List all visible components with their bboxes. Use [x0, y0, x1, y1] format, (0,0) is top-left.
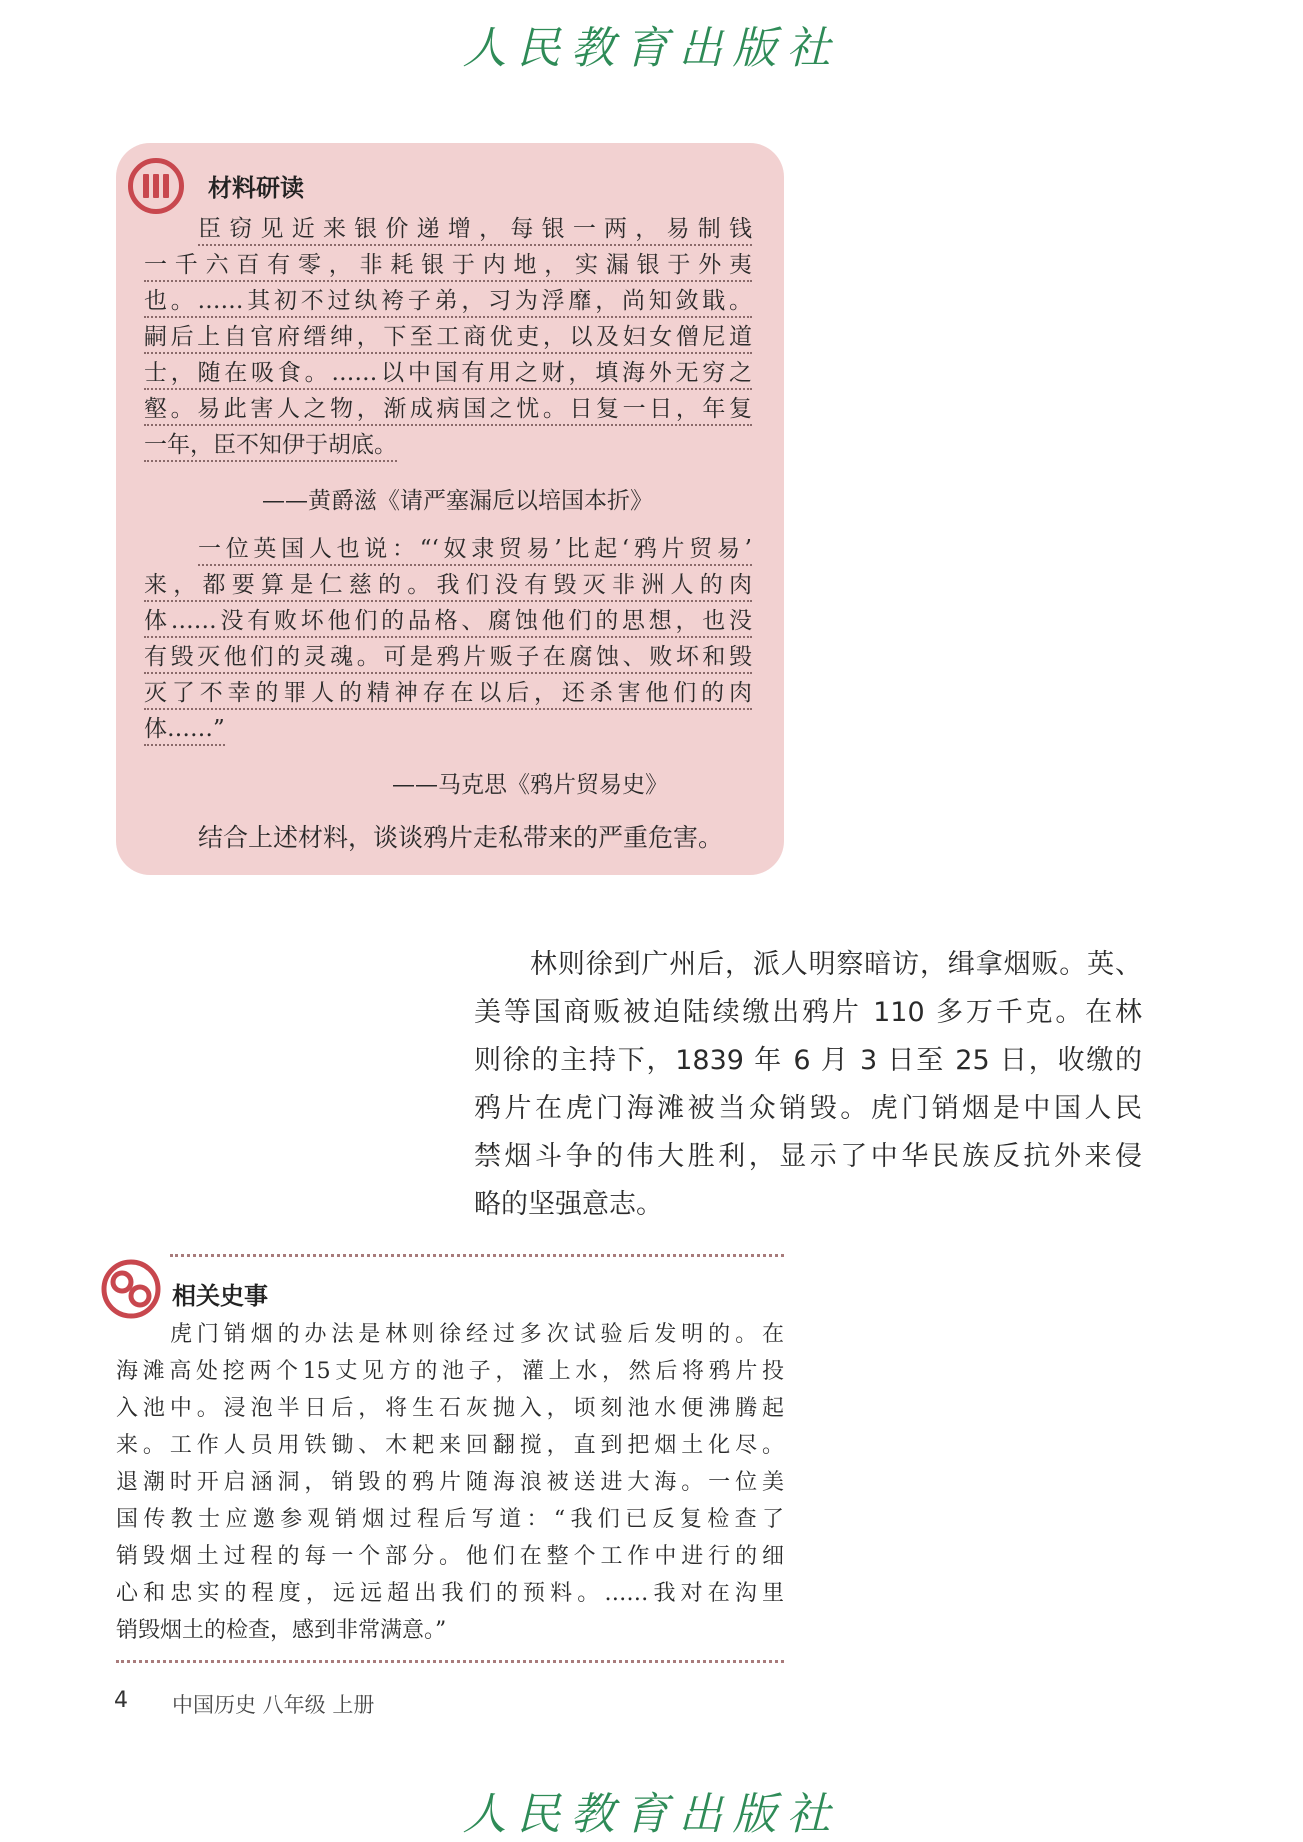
- related-history-title: 相关史事: [172, 1282, 268, 1310]
- related-line: 入池中。浸泡半日后，将生石灰抛入，顷刻池水便沸腾起: [116, 1396, 784, 1421]
- material-line: 体……”: [144, 714, 225, 746]
- related-line: 虎门销烟的办法是林则徐经过多次试验后发明的。在: [170, 1322, 784, 1347]
- material-source-marx: ——马克思《鸦片贸易史》: [392, 772, 668, 798]
- page-number: 4: [114, 1688, 128, 1713]
- body-line: 林则徐到广州后，派人明察暗访，缉拿烟贩。英、: [530, 949, 1142, 980]
- material-line: 一年，臣不知伊于胡底。: [144, 430, 397, 462]
- body-line: 略的坚强意志。: [474, 1189, 663, 1220]
- related-line: 国传教士应邀参观销烟过程后写道：“我们已反复检查了: [116, 1507, 784, 1532]
- material-source-huang: ——黄爵滋《请严塞漏卮以培国本折》: [262, 488, 653, 514]
- material-line: 臣窃见近来银价递增，每银一两，易制钱: [198, 214, 752, 246]
- related-line: 退潮时开启涵洞，销毁的鸦片随海浪被送进大海。一位美: [116, 1470, 784, 1495]
- material-line: 一千六百有零，非耗银于内地，实漏银于外夷: [144, 250, 752, 282]
- material-reading-title: 材料研读: [208, 174, 304, 202]
- body-line: 鸦片在虎门海滩被当众销毁。虎门销烟是中国人民: [474, 1093, 1142, 1124]
- book-title: 中国历史 八年级 上册: [172, 1693, 375, 1717]
- roman-three-icon: [128, 158, 184, 214]
- related-bottom-rule: [116, 1660, 784, 1663]
- body-line: 美等国商贩被迫陆续缴出鸦片 110 多万千克。在林: [474, 997, 1142, 1028]
- related-line: 海滩高处挖两个15丈见方的池子，灌上水，然后将鸦片投: [116, 1359, 784, 1384]
- related-line: 销毁烟土过程的每一个部分。他们在整个工作中进行的细: [116, 1544, 784, 1569]
- publisher-watermark-top: 人民教育出版社: [462, 23, 841, 74]
- material-line: 一位英国人也说：“‘奴隶贸易’比起‘鸦片贸易’: [198, 534, 752, 566]
- material-line: 体……没有败坏他们的品格、腐蚀他们的思想，也没: [144, 606, 752, 638]
- material-line: 士，随在吸食。……以中国有用之财，填海外无穷之: [144, 358, 752, 390]
- material-line: 有毁灭他们的灵魂。可是鸦片贩子在腐蚀、败坏和毁: [144, 642, 752, 674]
- material-line: 壑。易此害人之物，渐成病国之忧。日复一日，年复: [144, 394, 752, 426]
- related-line: 销毁烟土的检查，感到非常满意。”: [116, 1618, 447, 1643]
- publisher-watermark-bottom: 人民教育出版社: [462, 1789, 841, 1840]
- related-history-icon: [100, 1258, 162, 1320]
- material-line: 来，都要算是仁慈的。我们没有毁灭非洲人的肉: [144, 570, 752, 602]
- body-line: 则徐的主持下，1839 年 6 月 3 日至 25 日，收缴的: [474, 1045, 1142, 1076]
- related-line: 来。工作人员用铁锄、木耙来回翻搅，直到把烟土化尽。: [116, 1433, 784, 1458]
- related-top-rule: [170, 1254, 784, 1257]
- body-line: 禁烟斗争的伟大胜利，显示了中华民族反抗外来侵: [474, 1141, 1142, 1172]
- material-line: 也。……其初不过纨袴子弟，习为浮靡，尚知敛戢。: [144, 286, 752, 318]
- material-line: 嗣后上自官府缙绅，下至工商优吏，以及妇女僧尼道: [144, 322, 752, 354]
- related-line: 心和忠实的程度，远远超出我们的预料。……我对在沟里: [116, 1581, 784, 1606]
- material-question: 结合上述材料，谈谈鸦片走私带来的严重危害。: [198, 823, 724, 852]
- material-line: 灭了不幸的罪人的精神存在以后，还杀害他们的肉: [144, 678, 752, 710]
